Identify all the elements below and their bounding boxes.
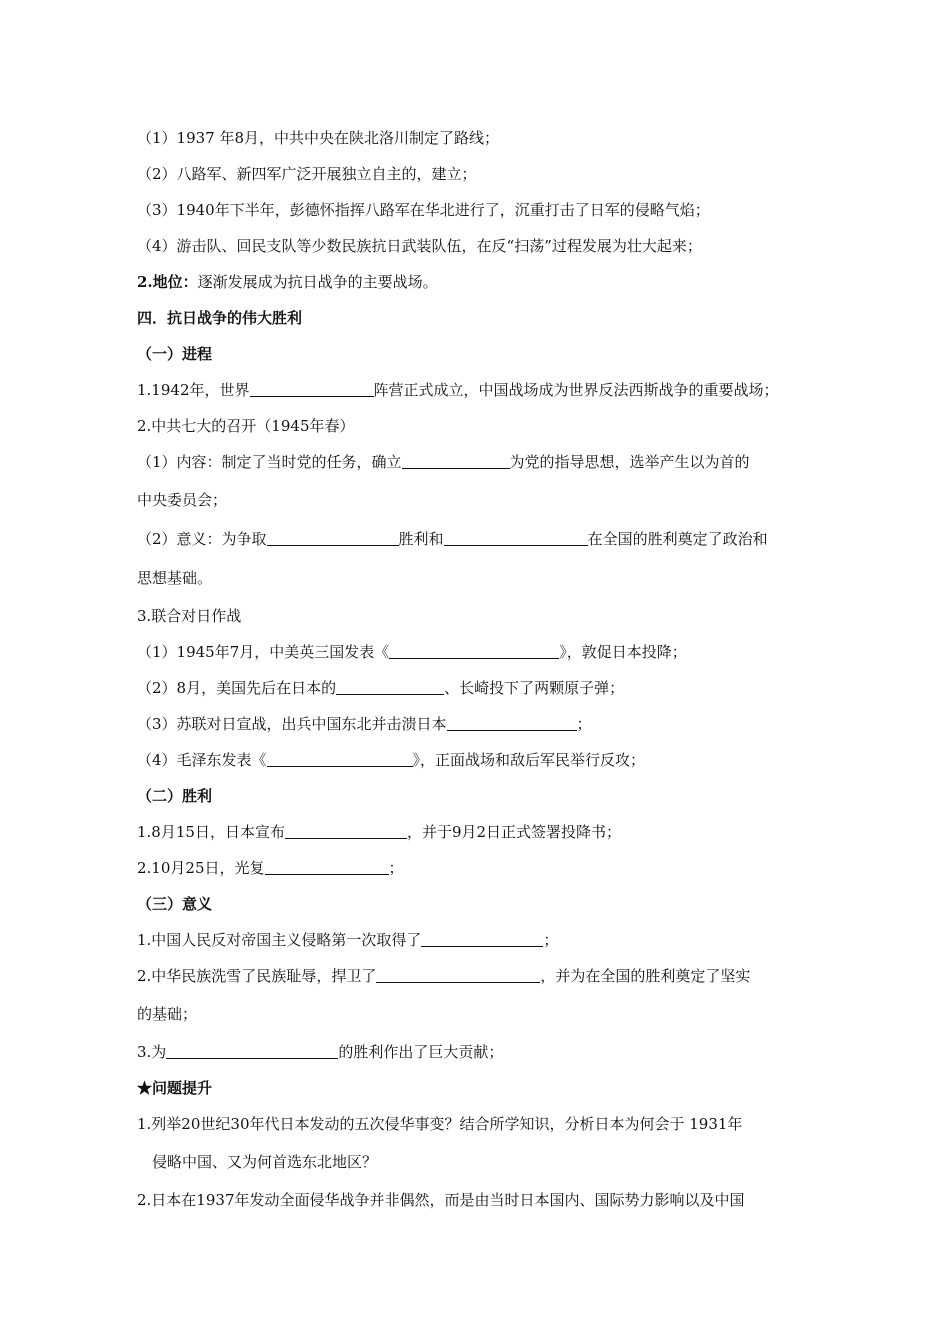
text-line bbox=[137, 750, 645, 770]
text-line bbox=[137, 822, 621, 842]
line-text: 为党的指导思想，选举产生以为首的 bbox=[509, 453, 750, 471]
line-text: 》，正面战场和敌后军民举行反攻； bbox=[412, 751, 646, 769]
line-text: 2.日本在1937年发动全面侵华战争并非偶然，而是由当时日本国内、国际势力影响以及中国 bbox=[137, 1191, 745, 1209]
line-text: （1）内容：制定了当时党的任务，确立 bbox=[137, 453, 402, 471]
heading-text: （一）进程 bbox=[137, 345, 213, 363]
line-text: 在全国的胜利奠定了政治和 bbox=[587, 530, 768, 548]
fill-blank[interactable] bbox=[267, 530, 399, 546]
line-text: 》，敦促日本投降； bbox=[559, 643, 687, 661]
fill-blank[interactable] bbox=[444, 530, 588, 546]
line-text: 2.中华民族洗雪了民族耻辱，捍卫了 bbox=[137, 967, 377, 985]
line-text: ； bbox=[576, 715, 592, 733]
text-line bbox=[137, 452, 750, 472]
line-text: （4）游击队、回民支队等少数民族抗日武装队伍，在反“扫荡”过程发展为壮大起来； bbox=[137, 237, 702, 255]
fill-blank[interactable] bbox=[267, 751, 413, 767]
heading-text: ★问题提升 bbox=[137, 1079, 213, 1097]
line-text: 阵营正式成立，中国战场成为世界反法西斯战争的重要战场； bbox=[373, 381, 779, 399]
line-text: 思想基础。 bbox=[137, 569, 213, 587]
fill-blank[interactable] bbox=[389, 643, 559, 659]
line-text: ，并为在全国的胜利奠定了坚实 bbox=[540, 967, 751, 985]
text-line bbox=[137, 930, 558, 950]
line-text: 3.为 bbox=[137, 1043, 167, 1061]
fill-blank[interactable] bbox=[402, 453, 510, 469]
heading-text: 四．抗日战争的伟大胜利 bbox=[137, 309, 303, 327]
line-text: 1.列举20世纪30年代日本发动的五次侵华事变？结合所学知识，分析日本为何会于 1931年 bbox=[137, 1115, 743, 1133]
text-line bbox=[137, 642, 687, 662]
subsection-heading bbox=[137, 1078, 212, 1098]
line-text: 的胜利作出了巨大贡献； bbox=[338, 1043, 504, 1061]
line-text: 1.中国人民反对帝国主义侵略第一次取得了 bbox=[137, 931, 422, 949]
line-text: （1）1945年7月，中美英三国发表《 bbox=[137, 643, 390, 661]
line-text: （2）八路军、新四军广泛开展独立自主的，建立； bbox=[137, 165, 477, 183]
fill-blank[interactable] bbox=[285, 823, 407, 839]
fill-blank[interactable] bbox=[376, 967, 540, 983]
subsection-heading bbox=[137, 786, 212, 806]
line-text: （4）毛泽东发表《 bbox=[137, 751, 267, 769]
section-heading bbox=[137, 308, 302, 328]
fill-blank[interactable] bbox=[447, 715, 577, 731]
line-text: 胜利和 bbox=[398, 530, 444, 548]
line-text: ，并于9月2日正式签署投降书； bbox=[406, 823, 622, 841]
fill-blank[interactable] bbox=[421, 931, 543, 947]
line-text: ； bbox=[543, 931, 559, 949]
line-text: （3）苏联对日宣战，出兵中国东北并击溃日本 bbox=[137, 715, 447, 733]
text-line bbox=[137, 1004, 197, 1024]
fill-blank[interactable] bbox=[265, 859, 389, 875]
text-line bbox=[137, 678, 624, 698]
text-line bbox=[137, 272, 438, 292]
fill-blank[interactable] bbox=[250, 381, 374, 397]
text-line bbox=[137, 606, 241, 626]
fill-blank[interactable] bbox=[166, 1043, 338, 1059]
text-line bbox=[137, 380, 779, 400]
line-text: 的基础； bbox=[137, 1005, 198, 1023]
text-line bbox=[137, 164, 477, 184]
text-line bbox=[137, 529, 768, 549]
line-text: 逐渐发展成为抗日战争的主要战场。 bbox=[197, 273, 438, 291]
line-text: ； bbox=[388, 859, 404, 877]
line-text: 3.联合对日作战 bbox=[137, 607, 242, 625]
line-text: 1.8月15日，日本宣布 bbox=[137, 823, 285, 841]
text-line bbox=[137, 1114, 742, 1134]
text-line bbox=[137, 490, 227, 510]
line-text: 2.中共七大的召开（1945年春） bbox=[137, 417, 355, 435]
subsection-heading bbox=[137, 344, 212, 364]
line-text: 中央委员会； bbox=[137, 491, 228, 509]
line-text: （2）意义：为争取 bbox=[137, 530, 267, 548]
text-line bbox=[137, 966, 750, 986]
fill-blank[interactable] bbox=[336, 679, 444, 695]
line-text: （1）1937 年8月，中共中央在陕北洛川制定了路线； bbox=[137, 129, 500, 147]
text-line bbox=[137, 200, 710, 220]
text-line bbox=[137, 1042, 503, 1062]
text-line bbox=[137, 714, 592, 734]
text-line bbox=[152, 1152, 377, 1172]
heading-text: （二）胜利 bbox=[137, 787, 213, 805]
line-text: （3）1940年下半年，彭德怀指挥八路军在华北进行了，沉重打击了日军的侵略气焰； bbox=[137, 201, 710, 219]
line-text: 1.1942年，世界 bbox=[137, 381, 250, 399]
text-line bbox=[137, 236, 702, 256]
subsection-heading bbox=[137, 894, 212, 914]
status-label: 2.地位： bbox=[137, 273, 198, 291]
text-line bbox=[137, 858, 404, 878]
line-text: （2）8月，美国先后在日本的 bbox=[137, 679, 337, 697]
text-line bbox=[137, 1190, 745, 1210]
heading-text: （三）意义 bbox=[137, 895, 213, 913]
text-line bbox=[137, 568, 212, 588]
text-line bbox=[137, 128, 499, 148]
line-text: 2.10月25日，光复 bbox=[137, 859, 265, 877]
line-text: 、长崎投下了两颗原子弹； bbox=[444, 679, 625, 697]
text-line bbox=[137, 416, 355, 436]
line-text: 侵略中国、又为何首选东北地区？ bbox=[152, 1153, 378, 1171]
